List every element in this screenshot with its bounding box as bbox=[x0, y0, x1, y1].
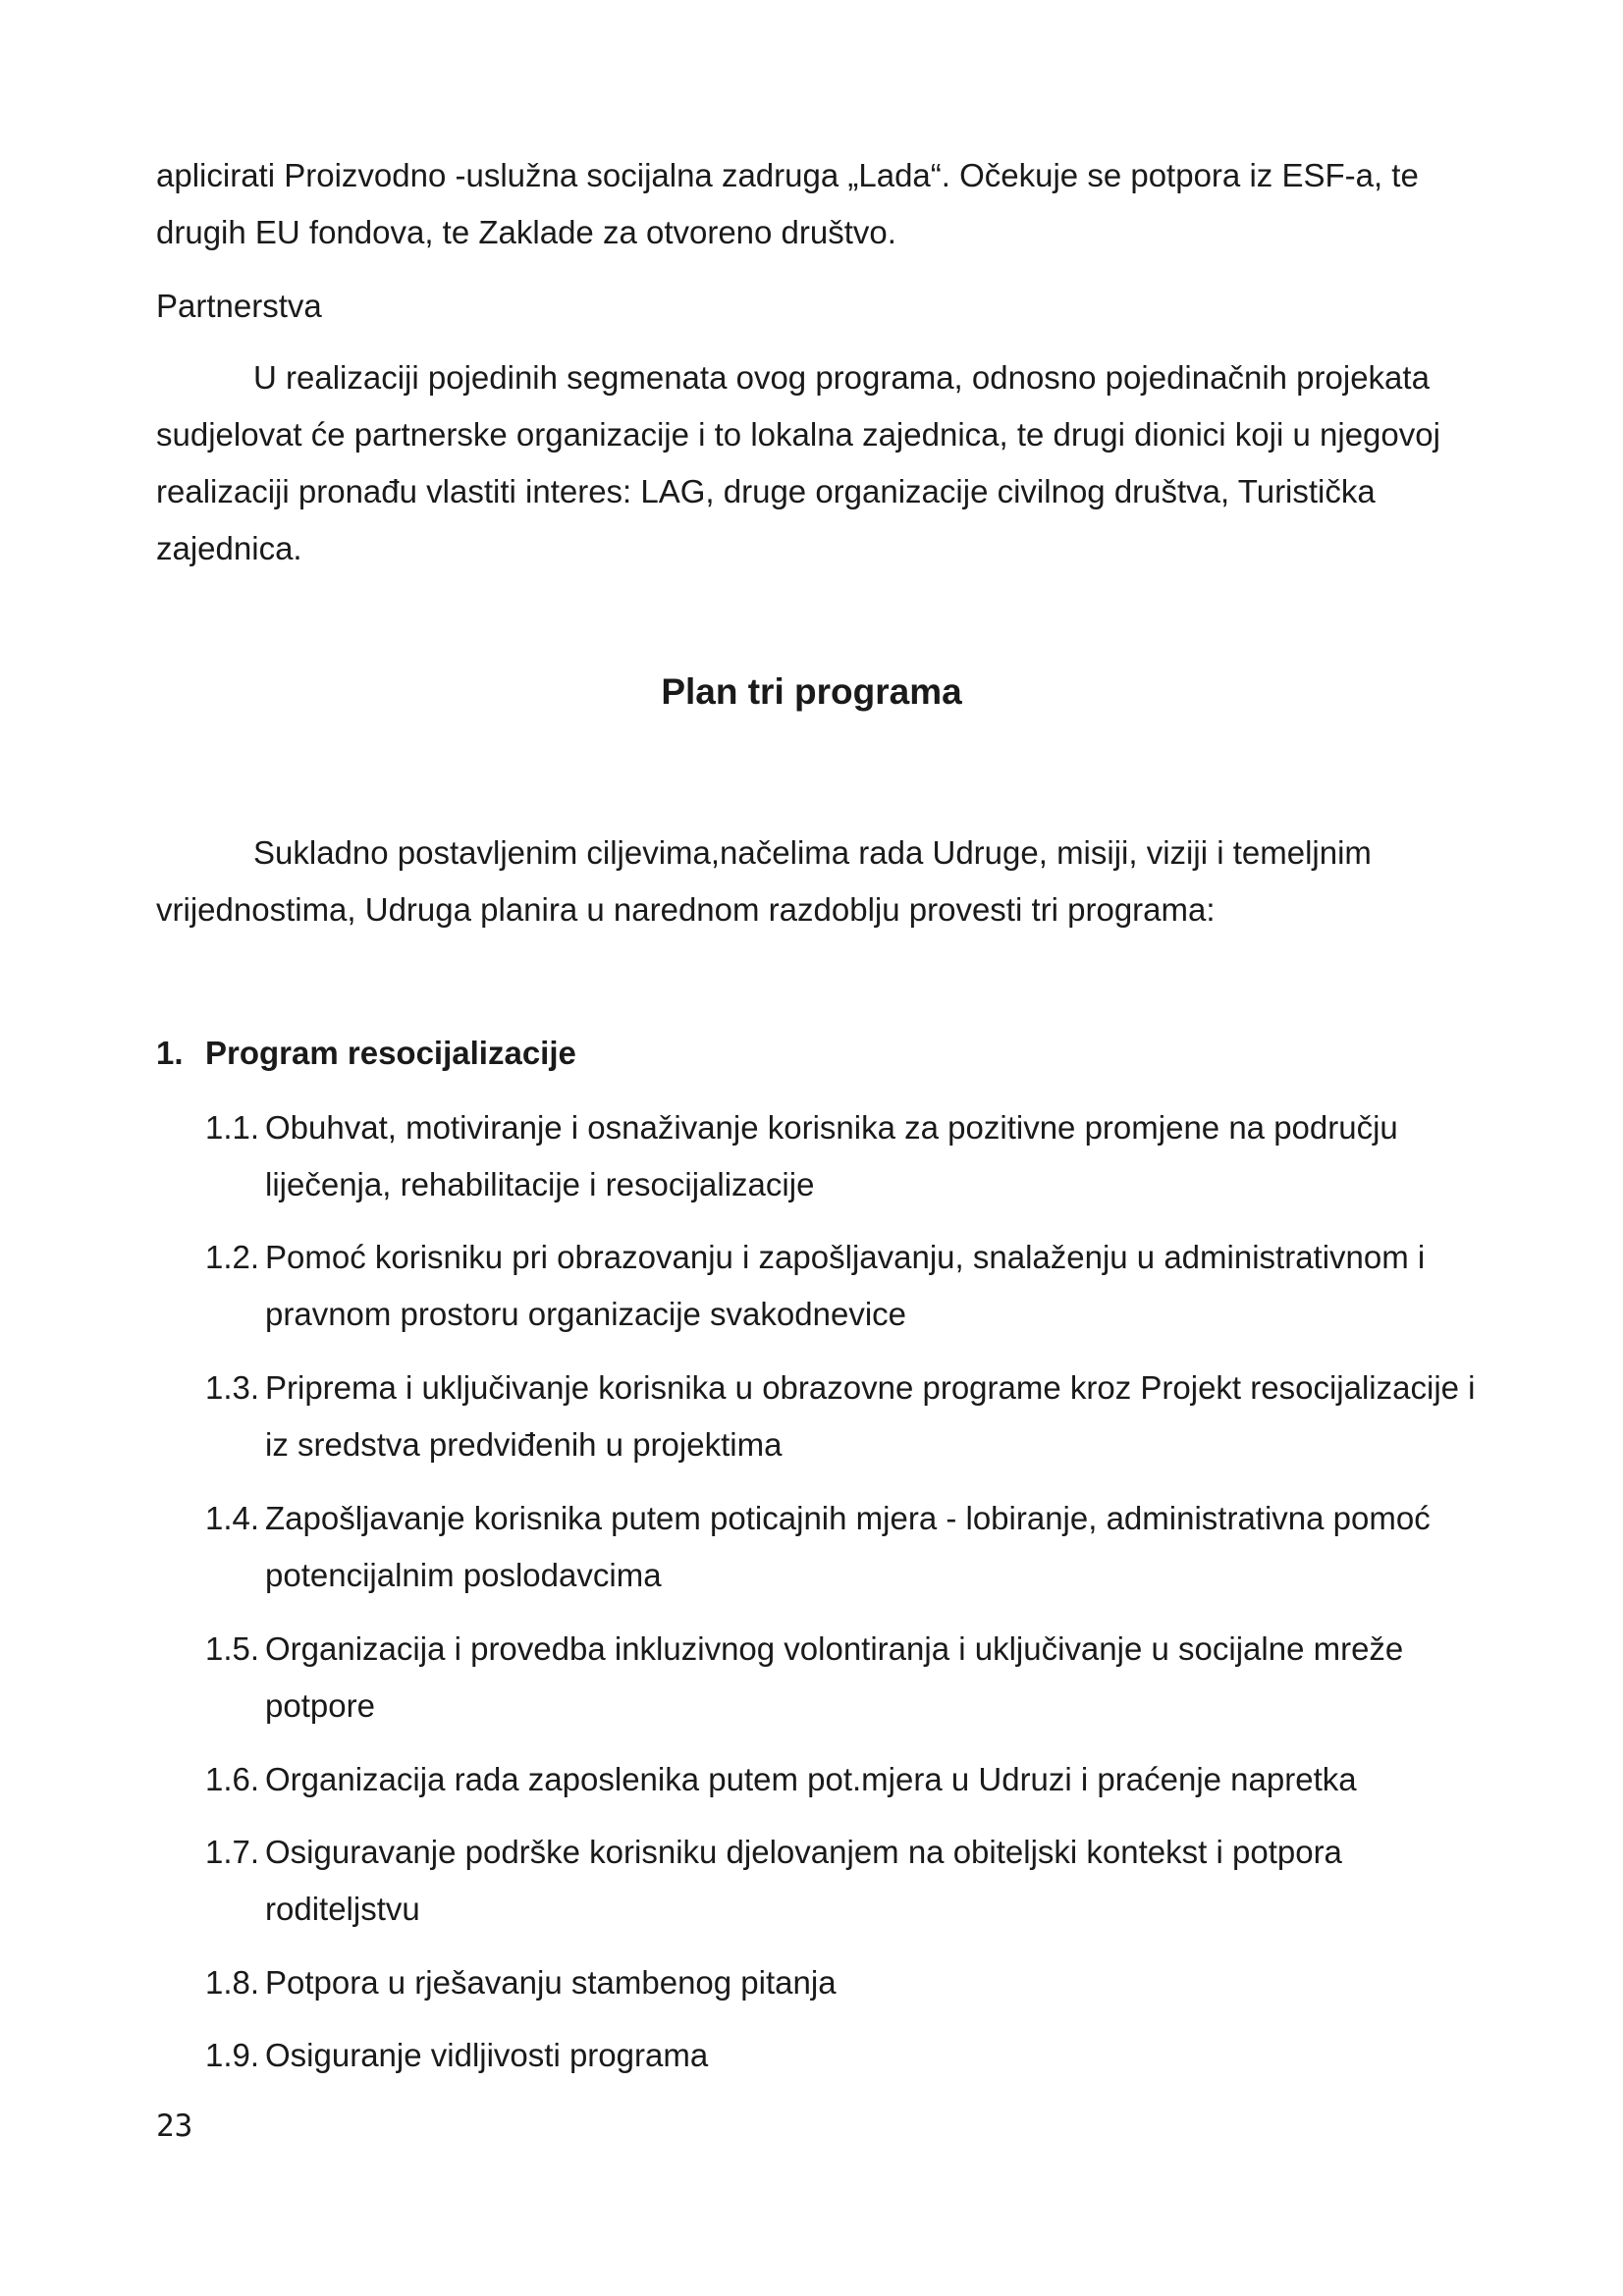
section-heading bbox=[156, 1035, 576, 1072]
plan-heading: Plan tri programa bbox=[661, 671, 962, 712]
list-item-text: Osiguranje vidljivosti programa bbox=[265, 2037, 709, 2073]
list-item-text: Zapošljavanje korisnika putem poticajnih mjera - lobiranje, administrativna pomoć potencijalnim poslodavcima bbox=[265, 1500, 1431, 1593]
list-item bbox=[205, 1751, 1501, 1808]
list-item bbox=[205, 1824, 1501, 1938]
list-item-text: Potpora u rješavanju stambenog pitanja bbox=[265, 1964, 837, 2001]
list-item bbox=[205, 1954, 1501, 2011]
list-item-number: 1.1. bbox=[205, 1109, 260, 1146]
section-number: 1. bbox=[156, 1035, 184, 1071]
list-item bbox=[205, 2027, 1501, 2084]
list-item-number: 1.5. bbox=[205, 1630, 260, 1667]
list-item-text: Organizacija rada zaposlenika putem pot.mjera u Udruzi i praćenje napretka bbox=[265, 1761, 1357, 1797]
list-item-number: 1.6. bbox=[205, 1761, 260, 1797]
intro-paragraph: aplicirati Proizvodno -uslužna socijalna zadruga „Lada“. Očekuje se potpora iz ESF-a, te drugih EU fondova, te Zaklade za otvoreno društvo. bbox=[156, 157, 1419, 250]
list-item-number: 1.8. bbox=[205, 1964, 260, 2001]
list-item bbox=[205, 1229, 1501, 1343]
list-item-text: Organizacija i provedba inkluzivnog volontiranja i uključivanje u socijalne mreže potpore bbox=[265, 1630, 1404, 1724]
list-item-number: 1.4. bbox=[205, 1500, 260, 1536]
plan-paragraph: Sukladno postavljenim ciljevima,načelima rada Udruge, misiji, viziji i temeljnim vrijednostima, Udruga planira u narednom razdoblju provesti tri programa: bbox=[156, 834, 1372, 928]
list-item-number: 1.9. bbox=[205, 2037, 260, 2073]
partnerships-paragraph: U realizaciji pojedinih segmenata ovog programa, odnosno pojedinačnih projekata sudjelovat će partnerske organizacije i to lokalna zajednica, te drugi dionici koji u njegovoj realizaciji pronađu vlastiti interes: LAG, druge organizacije civilnog društva, Turistička zajednica. bbox=[156, 359, 1440, 566]
list-item-text: Priprema i uključivanje korisnika u obrazovne programe kroz Projekt resocijalizacije i iz sredstva predviđenih u projektima bbox=[265, 1369, 1476, 1463]
partnerships-label: Partnerstva bbox=[156, 288, 322, 324]
list-item-text: Obuhvat, motiviranje i osnaživanje korisnika za pozitivne promjene na području liječenja, rehabilitacije i resocijalizacije bbox=[265, 1109, 1398, 1202]
list-item bbox=[205, 1360, 1501, 1473]
list-item-number: 1.7. bbox=[205, 1834, 260, 1870]
list-item-text: Pomoć korisniku pri obrazovanju i zapošljavanju, snalaženju u administrativnom i pravnom prostoru organizacije svakodnevice bbox=[265, 1239, 1426, 1332]
section-title: Program resocijalizacije bbox=[205, 1035, 576, 1071]
list-item bbox=[205, 1490, 1501, 1604]
list-item-text: Osiguravanje podrške korisniku djelovanjem na obiteljski kontekst i potpora roditeljstvu bbox=[265, 1834, 1342, 1927]
list-item-number: 1.2. bbox=[205, 1239, 260, 1275]
page-number: 23 bbox=[156, 2109, 193, 2144]
list-item-number: 1.3. bbox=[205, 1369, 260, 1406]
list-item bbox=[205, 1099, 1501, 1213]
list-item bbox=[205, 1621, 1501, 1735]
